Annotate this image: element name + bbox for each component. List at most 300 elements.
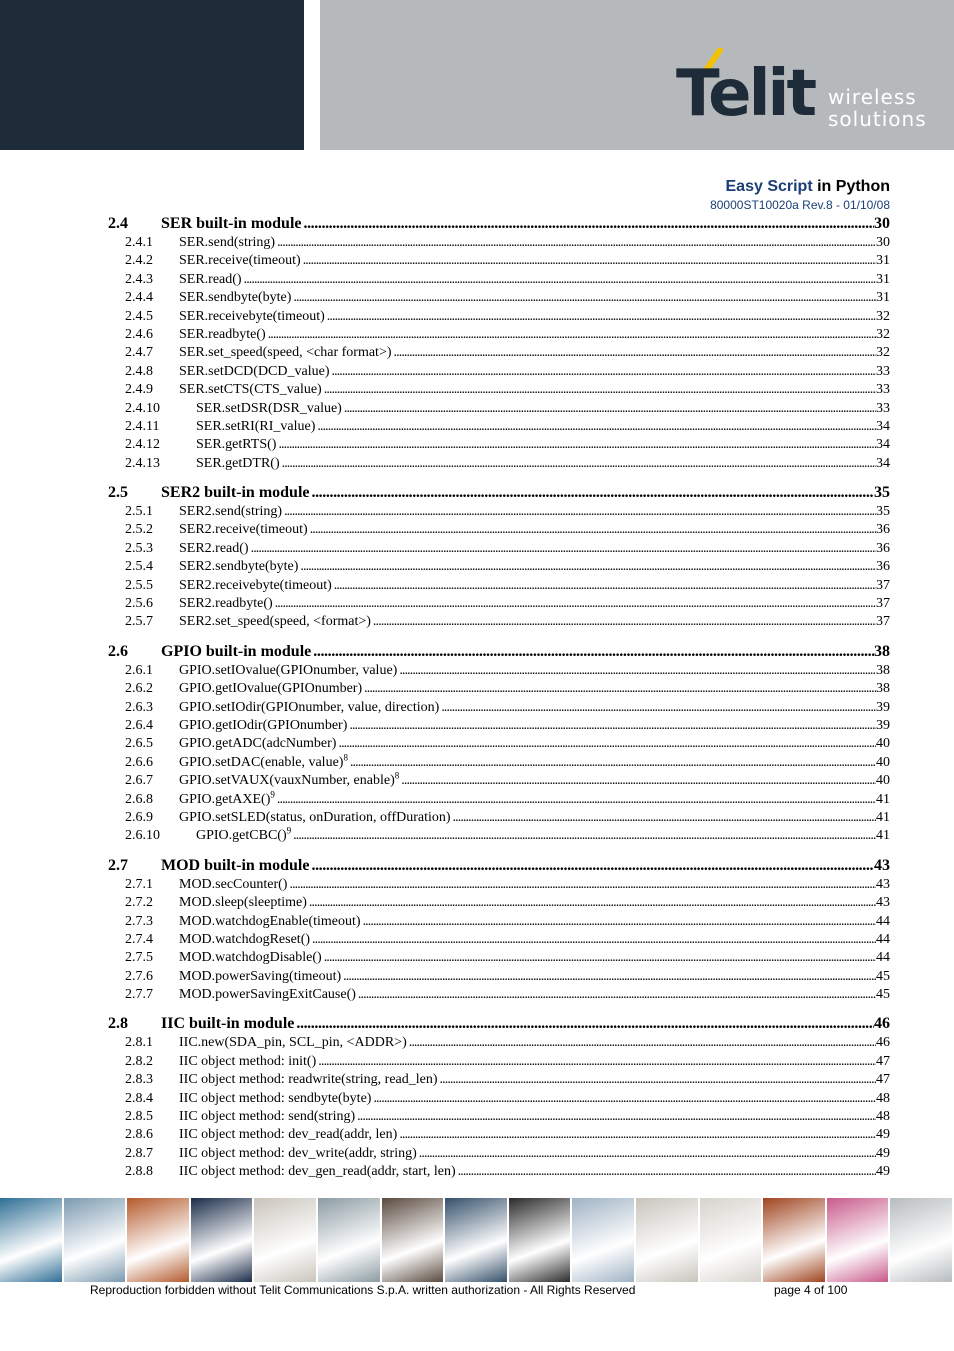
toc-section-title: SER2 built-in module: [161, 484, 310, 502]
toc-entry[interactable]: [108, 400, 890, 418]
toc-entry-title: [179, 1090, 371, 1108]
toc-leader: [249, 540, 876, 558]
toc-entry-number: 2.8.7: [125, 1145, 153, 1161]
toc-entry-title-text: IIC object method: send(string): [179, 1109, 356, 1125]
toc-section[interactable]: [108, 483, 890, 503]
footnote-marker: 9: [270, 788, 275, 799]
toc-entry-title: [179, 754, 348, 772]
toc-entry-number: 2.5.6: [125, 596, 153, 612]
toc-entry-number: 2.7.1: [125, 876, 153, 892]
footer-photo-tile: [254, 1198, 318, 1282]
toc-entry-number: 2.5.3: [125, 540, 153, 556]
toc-leader: [310, 931, 876, 949]
toc-entry[interactable]: [108, 1053, 890, 1071]
toc-entry-title-text: SER.read(): [179, 271, 242, 287]
toc-entry[interactable]: [108, 968, 890, 986]
toc-entry-title-text: SER2.receive(timeout): [179, 522, 308, 538]
toc-entry-title-text: IIC object method: sendbyte(byte): [179, 1090, 372, 1106]
toc-leader: [276, 436, 876, 454]
toc-entry[interactable]: [108, 558, 890, 576]
toc-leader: [451, 809, 876, 827]
toc-entry-number: 2.6.5: [125, 736, 153, 752]
toc-leader: [362, 680, 876, 698]
footer-image-strip: [0, 1198, 954, 1282]
toc-entry[interactable]: [108, 894, 890, 912]
toc-leader: [322, 949, 876, 967]
toc-entry-page: 37: [876, 577, 890, 593]
toc-entry-page: 31: [876, 271, 890, 287]
toc-entry[interactable]: [108, 577, 890, 595]
toc-entry-number: 2.6.1: [125, 662, 153, 678]
toc-section-title: GPIO built-in module: [161, 642, 312, 660]
toc-leader: [291, 289, 876, 307]
toc-entry-page: 32: [876, 326, 890, 342]
toc-entry-page: 49: [876, 1164, 890, 1180]
footer-photo-tile: [700, 1198, 764, 1282]
toc-leader: [356, 986, 876, 1004]
toc-entry-title-text: GPIO.getCBC(): [196, 828, 287, 844]
toc-section-number: 2.5: [108, 484, 128, 502]
toc-entry-number: 2.4.12: [125, 437, 160, 453]
toc-entry-number: 2.7.3: [125, 913, 153, 929]
toc-entry-number: 2.8.6: [125, 1127, 153, 1143]
toc-entry-title-text: GPIO.setSLED(status, onDuration, offDuration): [179, 809, 451, 825]
toc-entry-number: 2.4.9: [125, 382, 153, 398]
toc-entry-page: 36: [876, 559, 890, 575]
toc-entry-title-text: SER.setCTS(CTS_value): [179, 382, 322, 398]
toc-leader: [298, 558, 876, 576]
footer-photo-tile: [127, 1198, 191, 1282]
toc-leader: [266, 326, 876, 344]
toc-entry-number: 2.6.3: [125, 699, 153, 715]
toc-leader: [371, 1090, 876, 1108]
toc-entry-page: 34: [876, 455, 890, 471]
toc-leader: [341, 968, 876, 986]
footer-photo-tile: [827, 1198, 891, 1282]
toc-entry-page: 49: [876, 1127, 890, 1143]
toc-entry-title-text: MOD.watchdogDisable(): [179, 950, 322, 966]
toc-entry-number: 2.6.9: [125, 809, 153, 825]
toc-entry-title: [179, 1034, 407, 1052]
toc-entry-title: [179, 503, 282, 521]
footer-photo-tile: [382, 1198, 446, 1282]
toc-entry-number: 2.5.7: [125, 614, 153, 630]
toc-entry-title: [196, 400, 342, 418]
toc-entry-number: 2.7.6: [125, 968, 153, 984]
toc-entry[interactable]: [108, 1145, 890, 1163]
toc-entry-title-text: MOD.secCounter(): [179, 876, 288, 892]
toc-entry-title-text: SER2.sendbyte(byte): [179, 559, 299, 575]
toc-section-number: 2.6: [108, 642, 128, 660]
toc-entry-title: [179, 931, 310, 949]
toc-entry-page: 37: [876, 614, 890, 630]
toc-entry-title: [179, 577, 332, 595]
toc-entry-title-text: SER2.receivebyte(timeout): [179, 577, 332, 593]
toc-entry[interactable]: [108, 234, 890, 252]
toc-entry-title-text: GPIO.getADC(adcNumber): [179, 736, 337, 752]
toc-entry-title: [196, 418, 315, 436]
toc-entry[interactable]: [108, 735, 890, 753]
toc-leader: [336, 735, 876, 753]
footer-photo-tile: [763, 1198, 827, 1282]
toc-entry-page: 44: [876, 950, 890, 966]
toc-leader: [316, 1053, 876, 1071]
toc-entry[interactable]: [108, 913, 890, 931]
toc-entry-number: 2.4.13: [125, 455, 160, 471]
toc-entry-page: 38: [876, 681, 890, 697]
toc-entry-title: [196, 827, 291, 845]
toc-entry-title-text: MOD.powerSavingExitCause(): [179, 987, 356, 1003]
toc-entry-title: [179, 308, 325, 326]
toc-entry-page: 40: [876, 754, 890, 770]
toc-leader: [392, 344, 876, 362]
toc-entry[interactable]: [108, 931, 890, 949]
toc-entry-title-text: IIC object method: dev_read(addr, len): [179, 1127, 398, 1143]
toc-section-number: 2.7: [108, 856, 128, 874]
footer-photo-tile: [572, 1198, 636, 1282]
toc-entry-page: 32: [876, 345, 890, 361]
toc-entry-title-text: GPIO.setIOvalue(GPIOnumber, value): [179, 662, 398, 678]
toc-entry-number: 2.6.2: [125, 681, 153, 697]
toc-entry[interactable]: [108, 521, 890, 539]
toc-entry-number: 2.7.2: [125, 895, 153, 911]
toc-entry-number: 2.6.7: [125, 773, 153, 789]
toc-leader: [342, 400, 876, 418]
toc-entry[interactable]: [108, 1163, 890, 1181]
toc-entry-number: 2.5.2: [125, 522, 153, 538]
toc-entry[interactable]: [108, 326, 890, 344]
toc-leader: [456, 1163, 876, 1181]
toc-entry[interactable]: [108, 344, 890, 362]
toc-entry-title: [179, 381, 322, 399]
toc-entry-number: 2.6.8: [125, 791, 153, 807]
toc-leader: [397, 662, 876, 680]
toc-leader: [332, 577, 876, 595]
toc-entry-number: 2.5.5: [125, 577, 153, 593]
toc-leader: [355, 1108, 876, 1126]
toc-entry-title: [179, 558, 298, 576]
toc-entry-title: [179, 717, 347, 735]
toc-entry-title-text: MOD.watchdogReset(): [179, 931, 311, 947]
toc-entry-number: 2.4.7: [125, 345, 153, 361]
toc-entry-title-text: GPIO.setDAC(enable, value): [179, 754, 344, 770]
toc-entry-page: 40: [876, 773, 890, 789]
footer-photo-tile: [64, 1198, 128, 1282]
toc-entry[interactable]: [108, 662, 890, 680]
toc-entry-title: [179, 595, 273, 613]
toc-entry-page: 32: [876, 308, 890, 324]
toc-entry[interactable]: [108, 754, 890, 772]
footnote-marker: 9: [286, 825, 292, 836]
toc-entry[interactable]: [108, 699, 890, 717]
toc-entry-number: 2.6.4: [125, 717, 153, 733]
toc-entry[interactable]: [108, 381, 890, 399]
table-of-contents: [108, 214, 890, 1182]
toc-section-title: MOD built-in module: [161, 856, 310, 874]
telit-logo: [676, 48, 936, 133]
toc-entry[interactable]: [108, 1126, 890, 1144]
toc-entry-title-text: MOD.sleep(sleeptime): [179, 895, 307, 911]
toc-entry-title: [196, 455, 280, 473]
toc-section-page: 30: [874, 215, 890, 232]
toc-entry-page: 36: [876, 522, 890, 538]
toc-entry-title-text: GPIO.getAXE(): [179, 791, 271, 807]
toc-leader: [280, 455, 876, 473]
toc-entry[interactable]: [108, 680, 890, 698]
toc-section-page: 35: [874, 484, 890, 502]
toc-entry-number: 2.8.1: [125, 1035, 153, 1051]
toc-entry-page: 39: [876, 717, 890, 733]
toc-entry-page: 35: [876, 504, 890, 520]
toc-entry-page: 34: [876, 418, 890, 434]
toc-entry-page: 44: [876, 931, 890, 947]
toc-entry-title: [179, 1145, 417, 1163]
toc-leader: [322, 381, 876, 399]
footer-photo-tile: [318, 1198, 382, 1282]
toc-entry-title: [179, 894, 307, 912]
toc-leader: [361, 913, 876, 931]
toc-entry-title: [179, 1071, 438, 1089]
toc-entry-title: [179, 662, 397, 680]
footer-photo-tile: [509, 1198, 573, 1282]
toc-entry-page: 46: [876, 1035, 890, 1051]
toc-entry[interactable]: [108, 949, 890, 967]
toc-entry-title: [179, 234, 275, 252]
toc-entry-number: 2.7.4: [125, 931, 153, 947]
toc-entry-title-text: GPIO.getIOvalue(GPIOnumber): [179, 681, 363, 697]
toc-entry-title: [179, 986, 356, 1004]
toc-leader: [275, 791, 876, 809]
toc-entry[interactable]: [108, 986, 890, 1004]
logo-tagline-2: solutions: [828, 107, 927, 131]
toc-leader: [287, 876, 876, 894]
document-reference: 80000ST10020a Rev.8 - 01/10/08: [710, 198, 890, 212]
toc-entry-page: 40: [876, 736, 890, 752]
toc-entry[interactable]: [108, 418, 890, 436]
document-title: [726, 178, 891, 196]
footer-notice: Reproduction forbidden without Telit Communications S.p.A. written authorization - All Rights Reserved: [90, 1283, 636, 1297]
toc-entry[interactable]: [108, 595, 890, 613]
toc-entry-title: [179, 1163, 456, 1181]
toc-entry-page: 38: [876, 662, 890, 678]
toc-entry-title: [179, 271, 242, 289]
toc-entry-title: [179, 1053, 316, 1071]
toc-entry-number: 2.4.2: [125, 253, 153, 269]
toc-entry-page: 31: [876, 253, 890, 269]
toc-entry-title-text: GPIO.getIOdir(GPIOnumber): [179, 717, 348, 733]
toc-entry-page: 36: [876, 540, 890, 556]
toc-entry-title-text: IIC object method: dev_gen_read(addr, start, len): [179, 1164, 456, 1180]
toc-entry-page: 33: [876, 400, 890, 416]
footer-photo-tile: [636, 1198, 700, 1282]
toc-section-number: 2.4: [108, 215, 128, 232]
toc-section-page: 43: [874, 856, 890, 874]
toc-entry[interactable]: [108, 876, 890, 894]
toc-entry[interactable]: [108, 308, 890, 326]
toc-entry-page: 34: [876, 437, 890, 453]
toc-section[interactable]: [108, 642, 890, 662]
toc-entry[interactable]: [108, 1090, 890, 1108]
toc-entry-title: [179, 613, 371, 631]
toc-entry-page: 33: [876, 363, 890, 379]
toc-entry[interactable]: [108, 271, 890, 289]
toc-entry-title: [179, 968, 341, 986]
toc-entry-number: 2.8.4: [125, 1090, 153, 1106]
toc-entry-title: [179, 252, 301, 270]
toc-leader: [301, 214, 874, 234]
toc-entry[interactable]: [108, 503, 890, 521]
toc-entry-page: 43: [876, 876, 890, 892]
toc-entry-title-text: SER.readbyte(): [179, 326, 266, 342]
toc-entry-title-text: SER2.send(string): [179, 504, 283, 520]
toc-entry[interactable]: [108, 1071, 890, 1089]
toc-entry-number: 2.7.5: [125, 950, 153, 966]
footer-photo-tile: [890, 1198, 954, 1282]
toc-leader: [407, 1034, 876, 1052]
toc-leader: [309, 483, 874, 503]
toc-entry-number: 2.4.8: [125, 363, 153, 379]
toc-entry-page: 48: [876, 1090, 890, 1106]
toc-entry-number: 2.4.3: [125, 271, 153, 287]
toc-leader: [301, 252, 876, 270]
toc-entry[interactable]: [108, 772, 890, 790]
toc-entry-title-text: SER.getRTS(): [196, 437, 277, 453]
toc-entry-title: [179, 680, 362, 698]
toc-section-page: 38: [874, 642, 890, 660]
toc-entry[interactable]: [108, 788, 890, 809]
toc-entry[interactable]: [108, 613, 890, 631]
toc-entry-title: [179, 289, 291, 307]
page-number: page 4 of 100: [774, 1283, 848, 1297]
toc-entry-title: [179, 949, 322, 967]
toc-entry[interactable]: [108, 717, 890, 735]
toc-leader: [294, 1014, 874, 1034]
toc-entry-title-text: GPIO.setIOdir(GPIOnumber, value, direction): [179, 699, 440, 715]
toc-entry-number: 2.8.2: [125, 1053, 153, 1069]
toc-entry-title: [179, 809, 451, 827]
toc-entry-number: 2.8.8: [125, 1164, 153, 1180]
toc-entry-page: 48: [876, 1109, 890, 1125]
toc-entry[interactable]: [108, 436, 890, 454]
toc-leader: [282, 503, 876, 521]
header-dark-panel: [0, 0, 304, 150]
toc-leader: [315, 418, 876, 436]
toc-entry-title-text: SER.set_speed(speed, <char format>): [179, 345, 392, 361]
footer-photo-tile: [445, 1198, 509, 1282]
toc-section[interactable]: [108, 856, 890, 876]
toc-entry-title-text: SER.setRI(RI_value): [196, 418, 316, 434]
logo-wordmark: Telit: [676, 57, 815, 131]
toc-entry-number: 2.6.10: [125, 828, 160, 844]
toc-entry-title-text: SER.receive(timeout): [179, 253, 301, 269]
toc-leader: [417, 1145, 876, 1163]
toc-entry-title: [196, 436, 276, 454]
toc-entry-title-text: SER2.readbyte(): [179, 596, 273, 612]
toc-entry-number: 2.4.4: [125, 290, 153, 306]
toc-leader: [347, 717, 876, 735]
toc-entry-title-text: SER2.set_speed(speed, <format>): [179, 614, 371, 630]
toc-entry-page: 30: [876, 235, 890, 250]
toc-entry-title: [179, 913, 361, 931]
toc-leader: [291, 827, 876, 845]
toc-entry-title: [179, 772, 399, 790]
toc-entry-page: 43: [876, 895, 890, 911]
footer-photo-tile: [191, 1198, 255, 1282]
toc-leader: [348, 754, 876, 772]
toc-entry-title: [179, 521, 308, 539]
toc-leader: [439, 699, 876, 717]
footnote-marker: 8: [343, 752, 348, 763]
toc-leader: [311, 642, 874, 662]
toc-leader: [325, 308, 876, 326]
toc-entry-title: [179, 1126, 397, 1144]
toc-leader: [308, 521, 876, 539]
toc-leader: [330, 363, 877, 381]
toc-entry[interactable]: [108, 363, 890, 381]
toc-entry-page: 45: [876, 968, 890, 984]
toc-entry[interactable]: [108, 252, 890, 270]
toc-leader: [399, 772, 876, 790]
toc-section-page: 46: [874, 1015, 890, 1033]
toc-entry-title-text: IIC object method: readwrite(string, read_len): [179, 1072, 438, 1088]
toc-entry-number: 2.4.5: [125, 308, 153, 324]
toc-entry-title-text: MOD.watchdogEnable(timeout): [179, 913, 361, 929]
toc-entry-number: 2.4.6: [125, 326, 153, 342]
toc-entry-title: [179, 344, 392, 362]
toc-entry-title: [179, 876, 287, 894]
toc-entry-number: 2.4.10: [125, 400, 160, 416]
toc-leader: [275, 234, 876, 252]
toc-leader: [397, 1126, 876, 1144]
toc-entry-title: [179, 326, 266, 344]
toc-entry-title-text: IIC object method: dev_write(addr, string): [179, 1145, 417, 1161]
toc-entry-title-text: SER.sendbyte(byte): [179, 290, 292, 306]
toc-entry-title-text: GPIO.setVAUX(vauxNumber, enable): [179, 773, 395, 789]
toc-entry-page: 47: [876, 1053, 890, 1069]
toc-entry-page: 39: [876, 699, 890, 715]
toc-section[interactable]: [108, 1014, 890, 1034]
toc-entry-title-text: IIC.new(SDA_pin, SCL_pin, <ADDR>): [179, 1035, 407, 1051]
toc-entry-page: 41: [876, 791, 890, 807]
toc-entry[interactable]: [108, 289, 890, 307]
toc-leader: [242, 271, 876, 289]
toc-entry-title: [179, 1108, 355, 1126]
toc-entry[interactable]: [108, 1034, 890, 1052]
document-title-accent: Easy Script: [725, 178, 813, 195]
toc-entry-page: 37: [876, 596, 890, 612]
toc-entry[interactable]: [108, 827, 890, 845]
document-title-rest: in Python: [817, 178, 890, 195]
toc-entry[interactable]: [108, 540, 890, 558]
toc-entry-title: [179, 363, 330, 381]
toc-entry-title: [179, 699, 439, 717]
toc-entry[interactable]: [108, 455, 890, 473]
toc-entry-title-text: SER2.read(): [179, 540, 249, 556]
toc-entry-title: [179, 540, 249, 558]
toc-entry-page: 41: [876, 828, 890, 844]
toc-entry-number: 2.5.4: [125, 559, 153, 575]
toc-entry-title-text: SER.setDSR(DSR_value): [196, 400, 342, 416]
toc-entry-number: 2.4.11: [125, 418, 160, 434]
toc-entry-title-text: SER.receivebyte(timeout): [179, 308, 325, 324]
toc-entry-page: 45: [876, 987, 890, 1003]
toc-entry-title-text: SER.send(string): [179, 235, 276, 250]
toc-section[interactable]: [108, 214, 890, 234]
toc-entry[interactable]: [108, 1108, 890, 1126]
toc-entry[interactable]: [108, 809, 890, 827]
toc-entry-page: 49: [876, 1145, 890, 1161]
toc-section-number: 2.8: [108, 1015, 128, 1033]
